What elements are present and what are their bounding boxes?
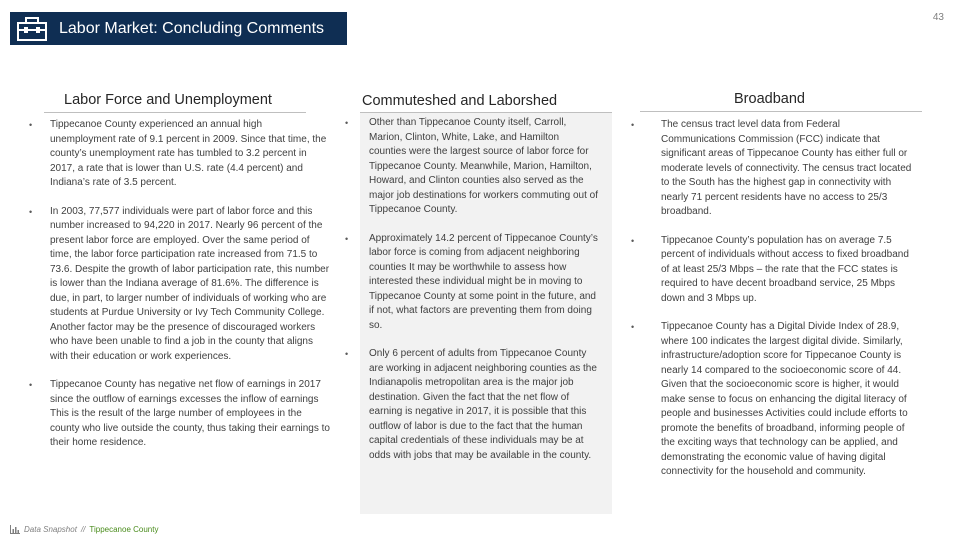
bullet-text: Tippecanoe County has negative net flow of earnings in 2017 since the outflow of earnings excesses the inflow of earnings This is the result of the large number of employees in the county who live outside the county, thus taking their earnings to their home residence. xyxy=(50,379,330,448)
list-item xyxy=(631,118,916,220)
bullet-mark: • xyxy=(345,349,349,359)
page-title: Labor Market: Concluding Comments xyxy=(59,19,325,37)
bullet-mark: • xyxy=(29,120,33,130)
bullet-text: Other than Tippecanoe County itself, Carroll, Marion, Clinton, White, Lake, and Hamilton counties were the largest source of labor force for Tippecanoe County. Meanwhile, Marion, Hamilton, Howard, and Clinton counties also served as the major job destinations for workers commuting out of Tippecanoe County. xyxy=(369,117,598,215)
bullet-text: Tippecanoe County’s population has on average 7.5 percent of individuals without access to fixed broadband of at least 25/3 Mbps – the rate that the FCC states is required to have decent broadband service, 25 Mbps down and 3 Mbps up. xyxy=(661,234,909,304)
footer-county: Tippecanoe County xyxy=(89,525,159,534)
bullet-mark: • xyxy=(631,235,635,246)
column-title-commuteshed: Commuteshed and Laborshed xyxy=(362,93,558,109)
bullet-mark: • xyxy=(631,120,635,130)
list-item xyxy=(345,232,599,334)
bar-chart-icon xyxy=(10,525,20,534)
bullet-mark: • xyxy=(29,380,33,390)
labor-force-bullets xyxy=(29,118,330,465)
bullet-text: The census tract level data from Federal Communications Commission (FCC) indicate that significant areas of Tippecanoe County has either full or moderate levels of connectivity. The census tract located to the South has the highest gap in connectivity with nearly 71 percent residents have no access to 25/3 broadband. xyxy=(661,119,912,217)
column-title-broadband: Broadband xyxy=(734,91,805,107)
bullet-text: Only 6 percent of adults from Tippecanoe County are working in adjacent neighboring counties as the Indianapolis metropolitan area is the major job destination. Given the fact that the net flow of earning is negative in 2017, it is possible that this outflow of labor is due to the fact that the human capital credentials of these individuals may be at odds with jobs that may be available in the county. xyxy=(369,348,597,461)
bullet-mark: • xyxy=(29,206,33,217)
bullet-mark: • xyxy=(631,322,635,332)
list-item xyxy=(345,347,599,463)
list-item xyxy=(631,320,916,480)
bullet-text: In 2003, 77,577 individuals were part of labor force and this number increased to 94,220 in 2017. Nearly 96 percent of the present labor force are employed. Over the same period of time, the labor force participation rate increased from 71.5 to 73.6. Despite the growth of labor participation rate, this number is lower than the Indiana average of 81.6%. The difference is due, in part, to larger number of individuals of working who are students at Purdue University or Ivy Tech Community College. Another factor may be the presence of discouraged workers who have been unable to find a job in the county that aligns with their education or work experiences. xyxy=(50,205,330,362)
list-item xyxy=(29,378,330,451)
list-item xyxy=(345,116,599,218)
column-underline xyxy=(640,111,922,112)
column-underline xyxy=(360,112,612,113)
bullet-text: Approximately 14.2 percent of Tippecanoe County’s labor force is coming from adjacent neighboring counties It may be worthwhile to assess how interested these individual might be in moving to Tippecanoe County at some point in the future, and if not, what factors are preventing them from doing so. xyxy=(369,232,598,331)
footer-label: Data Snapshot xyxy=(24,525,77,534)
list-item xyxy=(29,205,330,365)
bullet-text: Tippecanoe County has a Digital Divide Index of 28.9, where 100 indicates the largest digital divide. Similarly, infrastructure/adoption score for Tippecanoe County is nearly 14 compared to the socioeconomic score of 44. Given that the socioeconomic score is higher, it would make sense to focus on enhancing the digital literacy of people and businesses Activities could include efforts to promote the benefits of broadband, informing people of the exciting ways that technology can be applied, and demonstrating the economic value of having digital connectivity for the household and community. xyxy=(661,321,908,477)
bullet-text: Tippecanoe County experienced an annual high unemployment rate of 9.1 percent in 2009. Since that time, the county’s unemployment rate has tumbled to 3.2 percent in 2017, a rate that is lower than U.S. rate (4.4 percent) and Indiana’s rate of 3.5 percent. xyxy=(50,119,327,188)
list-item xyxy=(29,118,330,191)
bullet-mark: • xyxy=(345,233,349,244)
footer-separator: // xyxy=(80,525,86,534)
list-item xyxy=(631,234,916,307)
toolbox-icon xyxy=(17,17,47,41)
page-number: 43 xyxy=(932,12,944,23)
header-bar xyxy=(10,12,347,45)
footer xyxy=(10,525,158,534)
commuteshed-bullets xyxy=(345,116,599,477)
column-title-labor-force: Labor Force and Unemployment xyxy=(64,92,272,108)
bullet-mark: • xyxy=(345,118,349,128)
column-underline xyxy=(44,112,306,113)
broadband-bullets xyxy=(631,118,916,494)
